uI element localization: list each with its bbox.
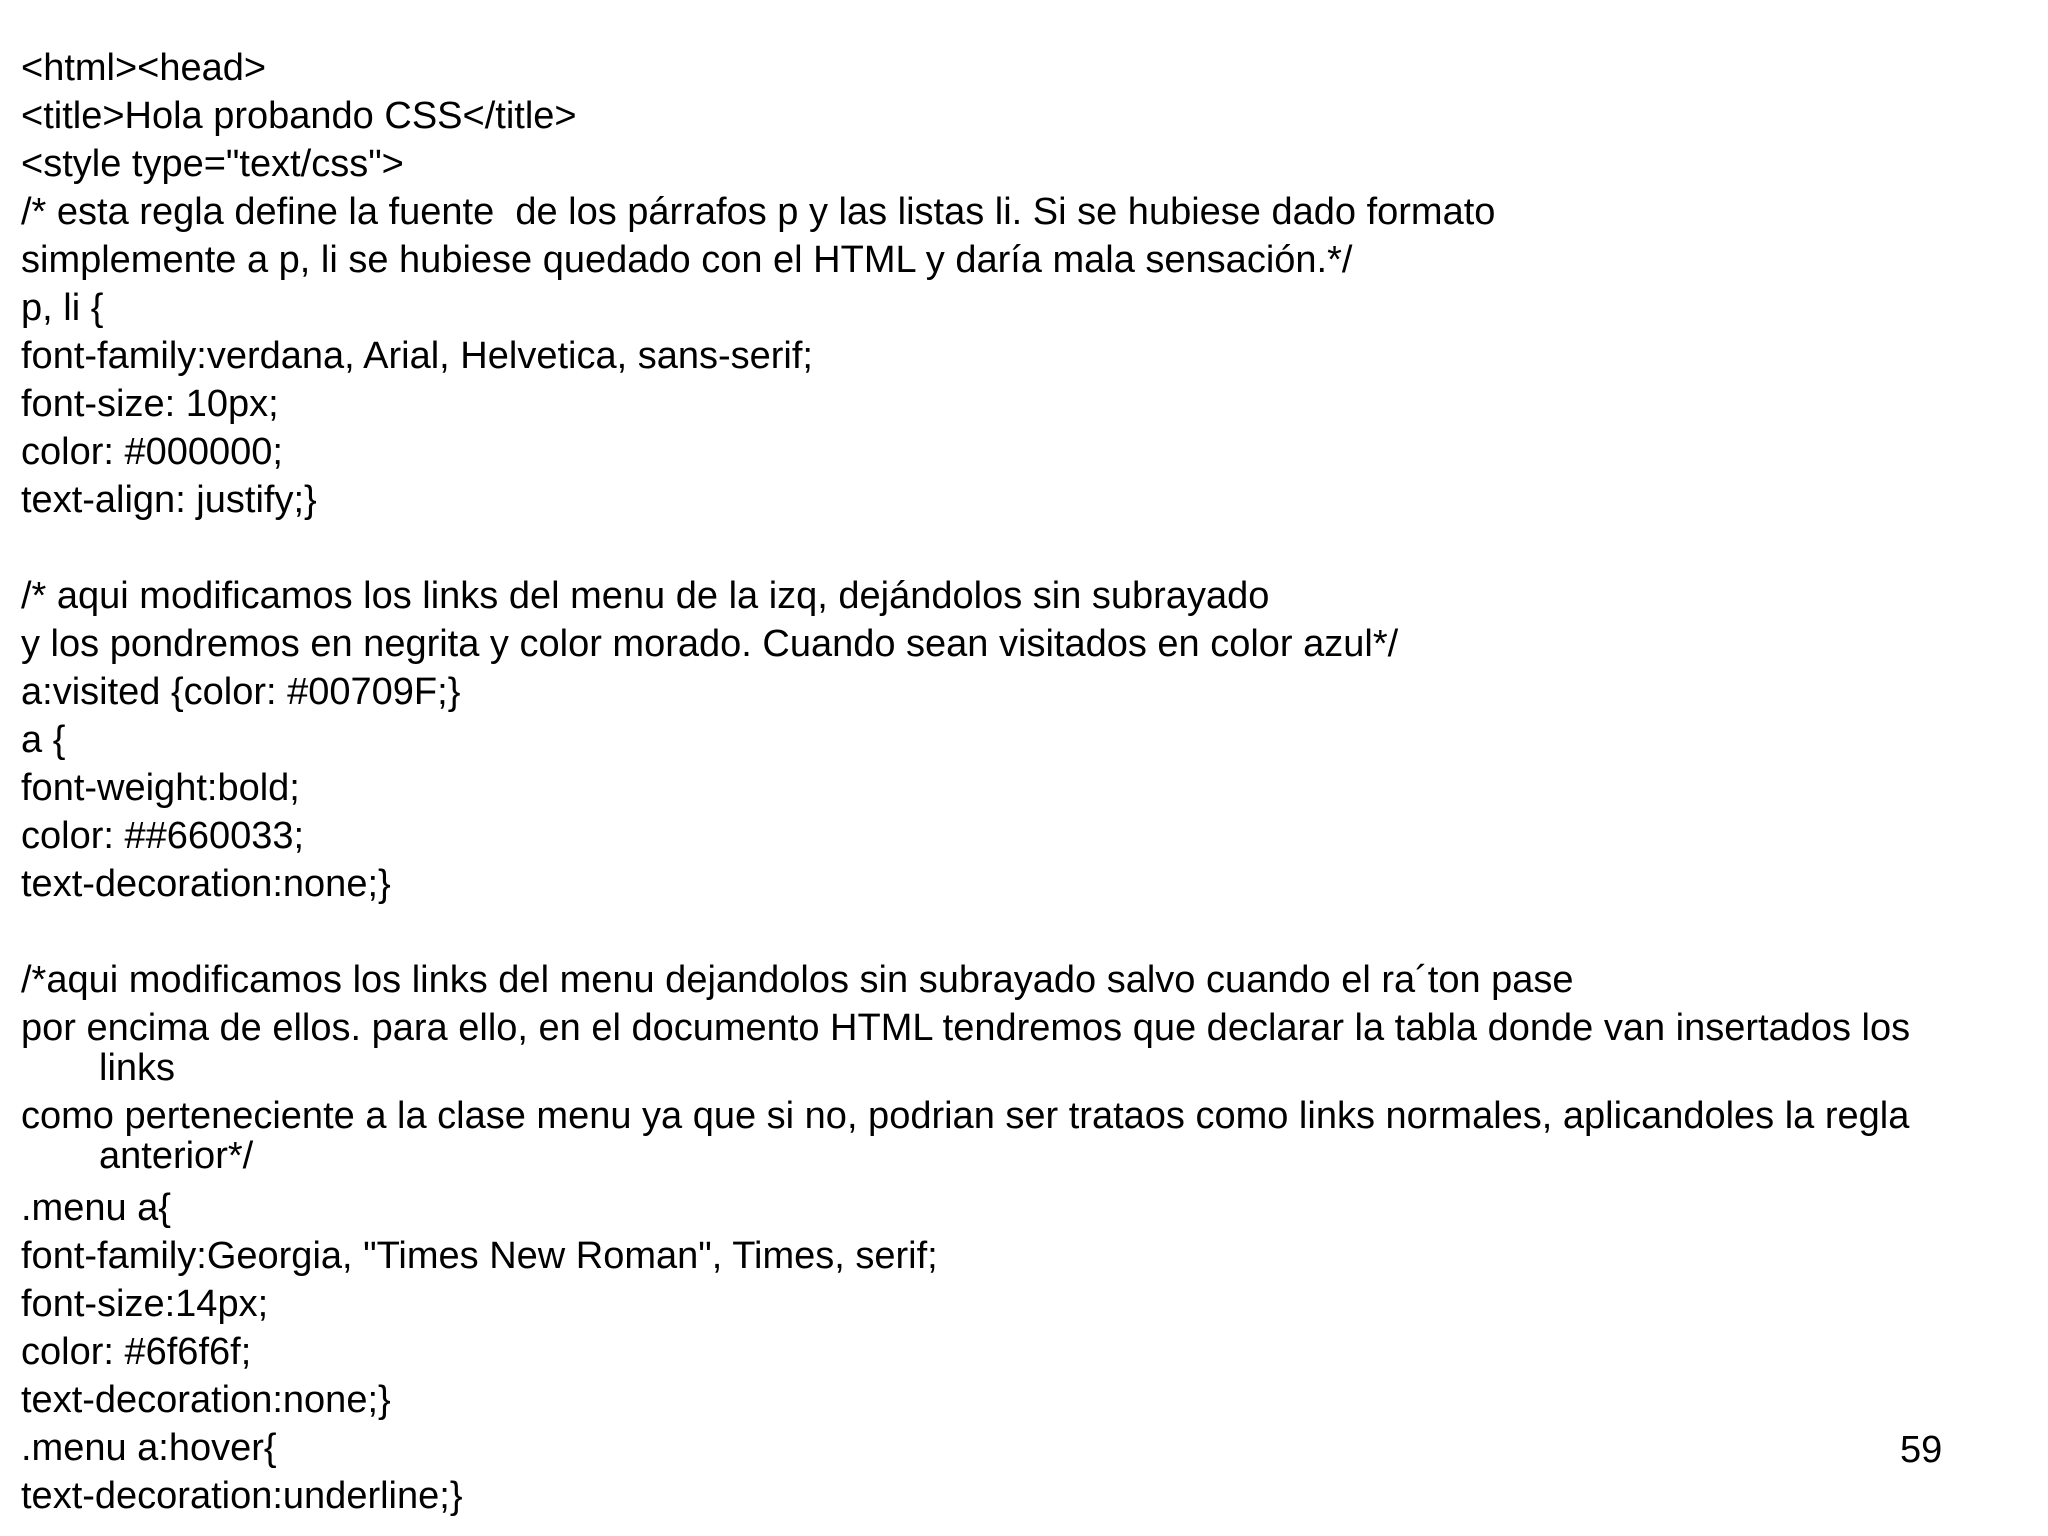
code-line: <html><head>	[21, 47, 267, 89]
blank-line	[21, 908, 1991, 956]
code-comment-line: /* esta regla define la fuente de los párrafos p y las listas li. Si se hubiese dado formato	[21, 191, 1496, 233]
code-line: font-weight:bold;	[21, 767, 300, 809]
code-line: text-align: justify;}	[21, 479, 317, 521]
code-line: <style type="text/css">	[21, 143, 404, 185]
code-comment-line: y los pondremos en negrita y color morado. Cuando sean visitados en color azul*/	[21, 623, 1399, 665]
code-line: <title>Hola probando CSS</title>	[21, 95, 577, 137]
blank-line	[21, 524, 1991, 572]
code-line: text-decoration:none;}	[21, 863, 391, 905]
code-line: .menu a{	[21, 1187, 171, 1229]
css-code-listing	[21, 44, 1991, 1520]
code-line: .menu a:hover{	[21, 1427, 277, 1469]
code-line: font-family:verdana, Arial, Helvetica, sans-serif;	[21, 335, 813, 377]
code-comment-line: /*aqui modificamos los links del menu dejandolos sin subrayado salvo cuando el ra´ton pase	[21, 959, 1574, 1001]
code-line: font-size:14px;	[21, 1283, 269, 1325]
code-line: a:visited {color: #00709F;}	[21, 671, 461, 713]
code-line: text-decoration:underline;}	[21, 1475, 463, 1517]
code-line: color: #6f6f6f;	[21, 1331, 252, 1373]
code-comment-line: simplemente a p, li se hubiese quedado con el HTML y daría mala sensación.*/	[21, 239, 1353, 281]
code-comment-line: /* aqui modificamos los links del menu de la izq, dejándolos sin subrayado	[21, 575, 1270, 617]
code-line: text-decoration:none;}	[21, 1379, 391, 1421]
code-line: font-size: 10px;	[21, 383, 279, 425]
code-comment-line: como perteneciente a la clase menu ya que si no, podrian ser trataos como links normales, aplicandoles la regla anterior*/	[21, 1095, 1910, 1177]
page-number: 59	[1900, 1429, 1943, 1471]
code-comment-line: por encima de ellos. para ello, en el documento HTML tendremos que declarar la tabla donde van insertados los links	[21, 1007, 1911, 1089]
code-line: color: #000000;	[21, 431, 283, 473]
code-line: p, li {	[21, 287, 104, 329]
code-line: color: ##660033;	[21, 815, 305, 857]
code-line: font-family:Georgia, "Times New Roman", Times, serif;	[21, 1235, 938, 1277]
code-line: a {	[21, 719, 66, 761]
